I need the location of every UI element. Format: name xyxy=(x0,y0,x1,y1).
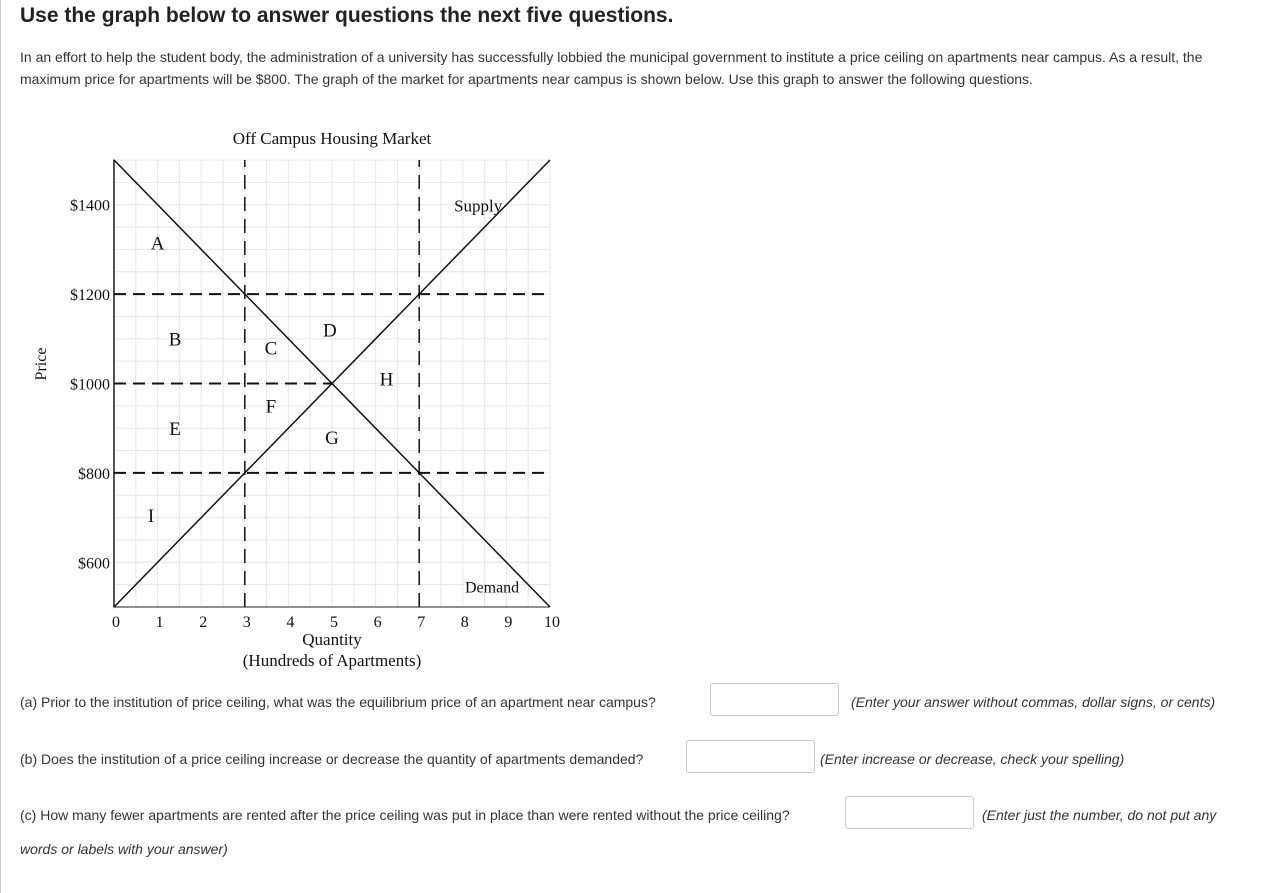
y-tick-label: $1400 xyxy=(70,197,110,215)
question-b-hint: (Enter increase or decrease, check your spelling) xyxy=(820,751,1125,767)
region-label-a: A xyxy=(150,233,165,255)
region-label-d: D xyxy=(322,320,337,342)
chart-title: Off Campus Housing Market xyxy=(232,129,432,148)
question-b-answer-input[interactable] xyxy=(686,740,815,773)
page-heading: Use the graph below to answer questions the next five questions. xyxy=(20,4,674,27)
region-label-i: I xyxy=(147,506,155,528)
x-axis-sublabel: (Hundreds of Apartments) xyxy=(242,651,422,670)
region-label-h: H xyxy=(379,369,394,391)
question-a-answer-input[interactable] xyxy=(710,683,839,716)
intro-paragraph: In an effort to help the student body, the administration of a university has successfully lobbied the municipal government to institute a price ceiling on apartments near campus. As a result, the maximum price for apartments will be $800. The graph of the market for apartments near campus is shown below. Use this graph to answer the following questions. xyxy=(20,49,1203,87)
x-tick-label: 1 xyxy=(155,614,164,631)
question-c-text: (c) How many fewer apartments are rented after the price ceiling was put in place than were rented without the price ceiling? xyxy=(20,807,790,823)
x-tick-label: 2 xyxy=(199,614,208,631)
supply-curve-label: Supply xyxy=(454,196,503,216)
question-c-hint-continued: words or labels with your answer) xyxy=(20,841,228,857)
question-a-text: (a) Prior to the institution of price ceiling, what was the equilibrium price of an apartment near campus? xyxy=(20,694,656,710)
y-tick-label: $800 xyxy=(78,465,110,483)
question-b-text: (b) Does the institution of a price ceiling increase or decrease the quantity of apartments demanded? xyxy=(20,751,644,767)
region-label-f: F xyxy=(265,396,277,418)
x-tick-label: 4 xyxy=(286,614,295,631)
y-tick-label: $1000 xyxy=(70,376,110,394)
x-tick-label: 9 xyxy=(504,614,513,631)
x-tick-label: 3 xyxy=(242,614,251,631)
x-tick-label: 7 xyxy=(417,614,426,631)
x-tick-label: 8 xyxy=(460,614,469,631)
region-label-e: E xyxy=(169,418,181,440)
region-label-b: B xyxy=(168,329,182,351)
question-c-hint: (Enter just the number, do not put any xyxy=(982,807,1217,823)
demand-curve-label: Demand xyxy=(464,579,520,597)
question-a-hint: (Enter your answer without commas, dollar signs, or cents) xyxy=(851,694,1216,710)
x-tick-label: 6 xyxy=(373,614,382,631)
x-tick-label: 10 xyxy=(544,614,560,631)
question-c-answer-input[interactable] xyxy=(845,796,974,829)
region-label-c: C xyxy=(264,338,278,360)
x-axis-label: Quantity xyxy=(302,630,362,649)
y-tick-label: $1200 xyxy=(70,287,110,305)
x-tick-label: 5 xyxy=(330,614,338,631)
x-tick-label: 0 xyxy=(112,614,120,631)
region-label-g: G xyxy=(325,427,339,449)
y-tick-label: $600 xyxy=(78,555,110,573)
y-axis-label: Price xyxy=(33,347,50,381)
